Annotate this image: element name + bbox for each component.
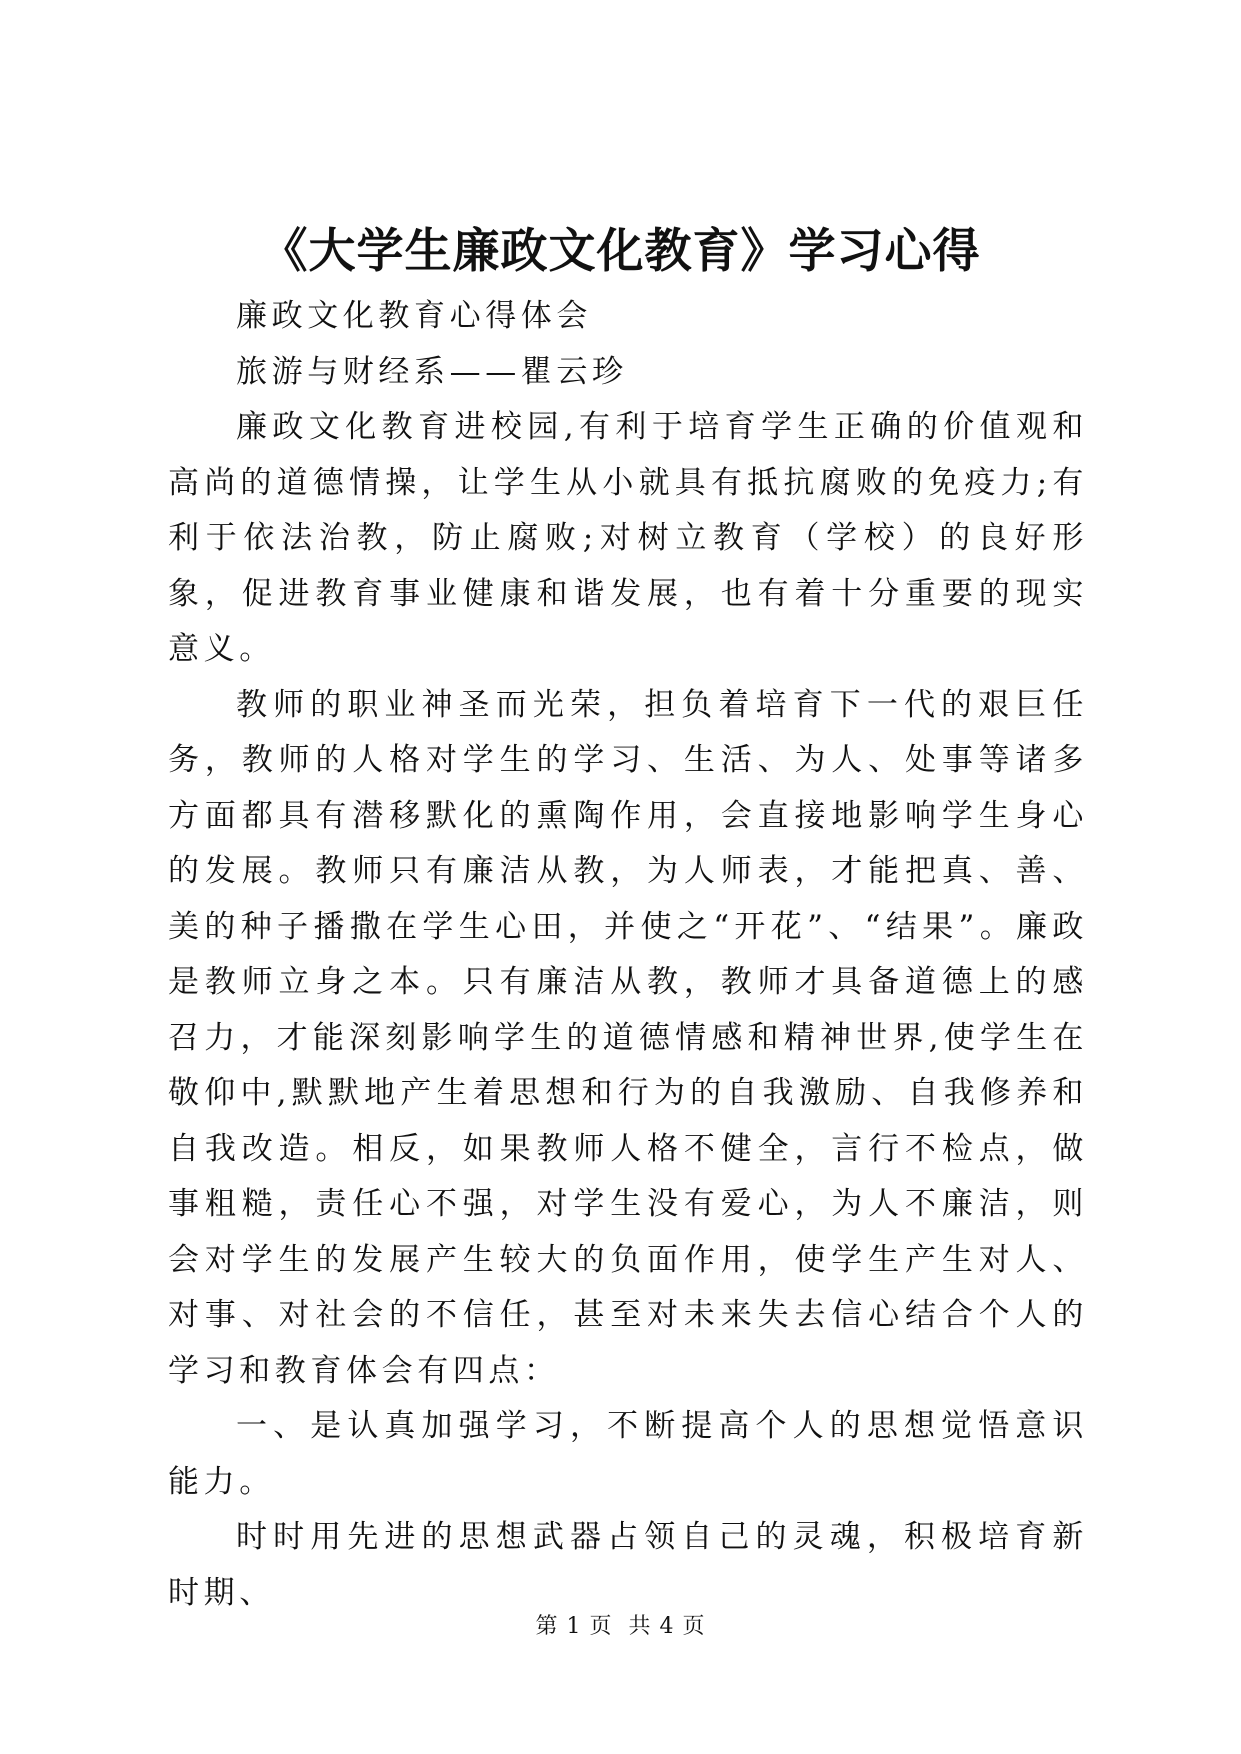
paragraph: 廉政文化教育进校园,有利于培育学生正确的价值观和高尚的道德情操，让学生从小就具有抵抗腐败的免疫力;有利于依法治教，防止腐败;对树立教育（学校）的良好形象，促进教育事业健康和谐发展，也有着十分重要的现实意义。 (168, 409, 1088, 667)
paragraph-author: 旅游与财经系——瞿云珍 (236, 353, 628, 390)
document-body (168, 289, 1088, 1621)
document-title: 《大学生廉政文化教育》学习心得 (260, 224, 981, 279)
page-number-label: 第 1 页 共 4 页 (535, 1614, 706, 1639)
paragraph: 教师的职业神圣而光荣，担负着培育下一代的艰巨任务，教师的人格对学生的学习、生活、为人、处事等诸多方面都具有潜移默化的熏陶作用，会直接地影响学生身心的发展。教师只有廉洁从教，为人师表，才能把真、善、美的种子播撒在学生心田，并使之“开花”、“结果”。廉政是教师立身之本。只有廉洁从教，教师才具备道德上的感召力，才能深刻影响学生的道德情感和精神世界,使学生在敬仰中,默默地产生着思想和行为的自我激励、自我修养和自我改造。相反，如果教师人格不健全，言行不检点，做事粗糙，责任心不强，对学生没有爱心，为人不廉洁，则会对学生的发展产生较大的负面作用，使学生产生对人、对事、对社会的不信任，甚至对未来失去信心结合个人的学习和教育体会有四点： (168, 686, 1088, 1389)
paragraph: 时时用先进的思想武器占领自己的灵魂，积极培育新时期、 (168, 1519, 1088, 1611)
paragraph-subtitle: 廉政文化教育心得体会 (236, 298, 592, 334)
page-footer (0, 1612, 1241, 1642)
paragraph-point-heading: 一、是认真加强学习，不断提高个人的思想觉悟意识能力。 (168, 1408, 1088, 1500)
